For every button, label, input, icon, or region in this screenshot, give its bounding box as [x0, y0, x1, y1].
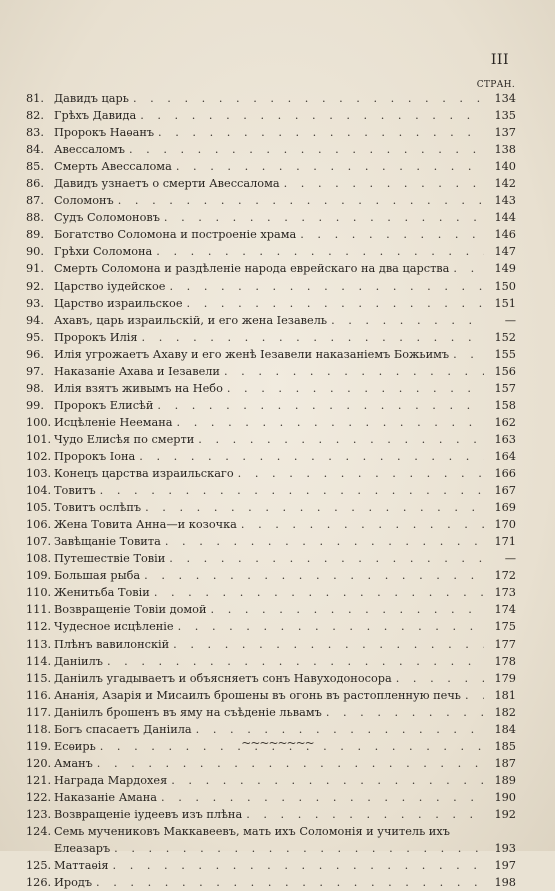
page-column-label: СТРАН. — [476, 80, 515, 90]
entry-page-number: 137 — [494, 126, 516, 140]
toc-entry — [26, 431, 516, 448]
entry-title: Пророкъ Илія — [54, 330, 138, 344]
entry-number: 82. — [26, 109, 44, 123]
entry-number: 113. — [26, 637, 52, 651]
entry-title: Наказаніе Ахава и Іезавели — [54, 364, 220, 378]
entry-number: 125. — [26, 859, 52, 873]
entry-title: Чудо Елисѣя по смерти — [54, 432, 195, 446]
entry-page-number: 178 — [494, 654, 516, 668]
dot-leader — [97, 755, 484, 772]
entry-title: Елеазаръ — [54, 842, 111, 856]
entry-title: Пророкъ Іона — [54, 449, 136, 463]
dot-leader — [118, 192, 484, 209]
toc-entry — [26, 772, 516, 789]
toc-entry — [26, 363, 516, 380]
dot-leader — [156, 243, 484, 260]
toc-entry — [26, 584, 516, 601]
entry-page-number: 181 — [494, 688, 516, 702]
entry-title: Смерть Авессалома — [54, 160, 172, 174]
toc-entry — [26, 601, 516, 618]
entry-page-number: 173 — [494, 586, 516, 600]
toc-entry — [26, 158, 516, 175]
entry-page-number: 198 — [494, 876, 516, 890]
entry-number: 103. — [26, 467, 52, 481]
entry-number: 91. — [26, 262, 44, 276]
entry-number: 112. — [26, 620, 52, 634]
toc-entry — [26, 312, 516, 329]
dot-leader — [169, 278, 484, 295]
toc-entry — [26, 380, 516, 397]
entry-title: Ананія, Азарія и Мисаилъ брошены въ огонь въ растопленную печь — [54, 688, 461, 702]
entry-page-number: 146 — [494, 228, 516, 242]
dot-leader — [157, 397, 484, 414]
toc-entry — [26, 141, 516, 158]
entry-number: 111. — [26, 603, 52, 617]
toc-entry — [26, 260, 516, 277]
entry-page-number: 177 — [494, 637, 516, 651]
dot-leader — [158, 124, 484, 141]
entry-number: 109. — [26, 569, 52, 583]
toc-entry — [26, 567, 516, 584]
entry-title: Товитъ ослѣпъ — [54, 501, 142, 515]
entry-title: Маттаѳія — [54, 859, 109, 873]
entry-page-number: 138 — [494, 143, 516, 157]
entry-number: 97. — [26, 364, 44, 378]
dot-leader — [211, 601, 484, 618]
entry-page-number: 184 — [494, 722, 516, 736]
entry-page-number: 182 — [494, 705, 516, 719]
toc-entry — [26, 278, 516, 295]
dot-leader — [144, 567, 484, 584]
entry-page-number: 142 — [494, 177, 516, 191]
entry-number: 104. — [26, 484, 52, 498]
entry-number: 123. — [26, 807, 52, 821]
toc-entry — [26, 414, 516, 431]
entry-title: Илія взятъ живымъ на Небо — [54, 381, 223, 395]
entry-number: 101. — [26, 432, 52, 446]
entry-title: Есѳирь — [54, 739, 96, 753]
entry-number: 99. — [26, 398, 44, 412]
entry-number: 105. — [26, 501, 52, 515]
entry-number: 94. — [26, 313, 44, 327]
entry-title: Соломонъ — [54, 194, 114, 208]
dot-leader — [396, 670, 484, 687]
entry-number: 110. — [26, 586, 52, 600]
entry-number: 95. — [26, 330, 44, 344]
entry-number: 85. — [26, 160, 44, 174]
toc-entry — [26, 243, 516, 260]
entry-page-number: 162 — [494, 415, 516, 429]
entry-number: 83. — [26, 126, 44, 140]
entry-page-number: 187 — [494, 756, 516, 770]
entry-title: Конецъ царства израильскаго — [54, 467, 234, 481]
entry-number: 90. — [26, 245, 44, 259]
toc-entry — [26, 448, 516, 465]
toc-entry — [26, 107, 516, 124]
dot-leader — [113, 857, 484, 874]
entry-page-number: 167 — [494, 484, 516, 498]
entry-page-number: 143 — [494, 194, 516, 208]
entry-page-number: 134 — [494, 92, 516, 105]
entry-title: Семь мучениковъ Маккавеевъ, мать ихъ Соломонія и учитель ихъ — [54, 825, 450, 839]
entry-title: Судъ Соломоновъ — [54, 211, 160, 225]
toc-entry — [26, 840, 516, 857]
entry-title: Даніилъ брошенъ въ яму на съѣденіе львамъ — [54, 705, 322, 719]
dot-leader — [171, 772, 484, 789]
dot-leader — [107, 653, 484, 670]
dot-leader — [142, 329, 484, 346]
toc-entry — [26, 533, 516, 550]
dot-leader — [227, 380, 484, 397]
dot-leader — [133, 90, 484, 107]
dot-leader — [465, 687, 484, 704]
dot-leader — [326, 704, 484, 721]
entry-number: 81. — [26, 92, 44, 105]
entry-page-number: 163 — [494, 432, 516, 446]
toc-entry — [26, 823, 516, 840]
dot-leader — [145, 499, 484, 516]
entry-title: Пророкъ Наѳанъ — [54, 126, 155, 140]
toc-entry — [26, 90, 516, 107]
dot-leader — [100, 482, 484, 499]
dot-leader — [224, 363, 484, 380]
entry-title: Наказаніе Амана — [54, 790, 158, 804]
toc-entry — [26, 670, 516, 687]
toc-entry — [26, 704, 516, 721]
entry-title: Чудесное исцѣленіе — [54, 620, 174, 634]
entry-page-number: 197 — [494, 859, 516, 873]
toc-entry — [26, 789, 516, 806]
entry-title: Царство іудейское — [54, 279, 166, 293]
dot-leader — [161, 789, 484, 806]
entry-title: Женитьба Товіи — [54, 586, 150, 600]
entry-number: 116. — [26, 688, 52, 702]
entry-page-number: 193 — [494, 842, 516, 856]
toc-entry — [26, 755, 516, 772]
entry-title: Путешествіе Товіи — [54, 552, 166, 566]
dot-leader — [169, 550, 484, 567]
entry-number: 122. — [26, 790, 52, 804]
entry-title: Возвращеніе Товіи домой — [54, 603, 207, 617]
entry-number: 86. — [26, 177, 44, 191]
entry-page-number: 158 — [494, 398, 516, 412]
dot-leader — [453, 346, 484, 363]
entry-page-number: 147 — [494, 245, 516, 259]
entry-title: Аманъ — [54, 756, 93, 770]
table-of-contents — [26, 90, 516, 891]
dot-leader — [139, 448, 484, 465]
entry-number: 126. — [26, 876, 52, 890]
entry-title: Смерть Соломона и раздѣленіе народа еврейскаго на два царства — [54, 262, 450, 276]
entry-number: 107. — [26, 535, 52, 549]
entry-title: Жена Товита Анна—и козочка — [54, 518, 237, 532]
entry-page-number: 175 — [494, 620, 516, 634]
entry-page-number: 174 — [494, 603, 516, 617]
dot-leader — [177, 414, 484, 431]
dot-leader — [284, 175, 484, 192]
entry-page-number: 144 — [494, 211, 516, 225]
entry-page-number: 185 — [494, 739, 516, 753]
entry-title: Большая рыба — [54, 569, 141, 583]
entry-number: 120. — [26, 756, 52, 770]
entry-title: Даніилъ — [54, 654, 103, 668]
dot-leader — [140, 107, 484, 124]
toc-entry — [26, 857, 516, 874]
toc-entry — [26, 653, 516, 670]
entry-number: 115. — [26, 671, 52, 685]
dot-leader — [241, 516, 484, 533]
toc-entry — [26, 806, 516, 823]
dot-leader — [164, 209, 484, 226]
toc-entry — [26, 329, 516, 346]
dot-leader — [453, 260, 484, 277]
toc-entry — [26, 550, 516, 567]
entry-number: 117. — [26, 705, 52, 719]
entry-page-number: 169 — [494, 501, 516, 515]
dot-leader — [300, 226, 484, 243]
entry-title: Исцѣленіе Неемана — [54, 415, 173, 429]
entry-number: 118. — [26, 722, 52, 736]
entry-page-number: 135 — [494, 109, 516, 123]
dot-leader — [129, 141, 484, 158]
toc-entry — [26, 465, 516, 482]
entry-title: Возвращеніе іудеевъ изъ плѣна — [54, 807, 243, 821]
entry-title: Царство израильское — [54, 296, 183, 310]
dot-leader — [176, 158, 484, 175]
entry-number: 100. — [26, 415, 52, 429]
entry-title: Завѣщаніе Товита — [54, 535, 161, 549]
toc-entry — [26, 175, 516, 192]
entry-title: Богъ спасаетъ Даніила — [54, 722, 192, 736]
entry-title: Даніилъ угадываетъ и объясняетъ сонъ Навуходоносора — [54, 671, 392, 685]
toc-entry — [26, 482, 516, 499]
entry-number: 106. — [26, 518, 52, 532]
entry-title: Авессаломъ — [54, 143, 125, 157]
entry-title: Ахавъ, царь израильскій, и его жена Іезавель — [54, 313, 328, 327]
toc-entry — [26, 636, 516, 653]
entry-number: 96. — [26, 347, 44, 361]
dot-leader — [114, 840, 484, 857]
entry-title: Награда Мардохея — [54, 773, 168, 787]
entry-title: Плѣнъ вавилонскій — [54, 637, 170, 651]
entry-page-number: 155 — [494, 347, 516, 361]
dot-leader — [165, 533, 484, 550]
entry-number: 119. — [26, 739, 52, 753]
entry-page-number: — — [504, 313, 516, 327]
dot-leader — [187, 295, 484, 312]
entry-page-number: 157 — [494, 381, 516, 395]
entry-page-number: 156 — [494, 364, 516, 378]
entry-number: 87. — [26, 194, 44, 208]
entry-page-number: 170 — [494, 518, 516, 532]
dot-leader — [178, 618, 484, 635]
entry-title: Грѣхъ Давида — [54, 109, 137, 123]
toc-entry — [26, 397, 516, 414]
closing-ornament: ~~~~~~~~ — [241, 736, 314, 750]
entry-page-number: 150 — [494, 279, 516, 293]
dot-leader — [238, 465, 484, 482]
entry-page-number: 140 — [494, 160, 516, 174]
entry-number: 102. — [26, 449, 52, 463]
entry-page-number: 172 — [494, 569, 516, 583]
entry-title: Давидъ царь — [54, 92, 129, 105]
entry-page-number: — — [504, 552, 516, 566]
entry-title: Давидъ узнаетъ о смерти Авессалома — [54, 177, 280, 191]
entry-title: Грѣхи Соломона — [54, 245, 153, 259]
toc-entry — [26, 209, 516, 226]
entry-page-number: 149 — [494, 262, 516, 276]
entry-number: 92. — [26, 279, 44, 293]
toc-entry — [26, 346, 516, 363]
toc-entry — [26, 192, 516, 209]
toc-entry — [26, 687, 516, 704]
entry-page-number: 179 — [494, 671, 516, 685]
entry-page-number: 151 — [494, 296, 516, 310]
toc-entry — [26, 874, 516, 891]
dot-leader — [96, 874, 484, 891]
entry-page-number: 166 — [494, 467, 516, 481]
entry-page-number: 152 — [494, 330, 516, 344]
entry-number: 89. — [26, 228, 44, 242]
entry-page-number: 171 — [494, 535, 516, 549]
toc-entry — [26, 499, 516, 516]
entry-page-number: 189 — [494, 773, 516, 787]
dot-leader — [246, 806, 484, 823]
dot-leader — [198, 431, 484, 448]
entry-title: Товитъ — [54, 484, 96, 498]
entry-number: 93. — [26, 296, 44, 310]
entry-page-number: 190 — [494, 790, 516, 804]
dot-leader — [173, 636, 484, 653]
entry-number: 98. — [26, 381, 44, 395]
toc-entry — [26, 226, 516, 243]
entry-number: 114. — [26, 654, 52, 668]
entry-page-number: 164 — [494, 449, 516, 463]
entry-number: 108. — [26, 552, 52, 566]
entry-title: Илія угрожаетъ Ахаву и его женѣ Іезавели наказаніемъ Божьимъ — [54, 347, 450, 361]
toc-entry — [26, 295, 516, 312]
toc-entry — [26, 618, 516, 635]
dot-leader — [331, 312, 484, 329]
entry-number: 124. — [26, 825, 52, 839]
entry-title: Пророкъ Елисѣй — [54, 398, 154, 412]
toc-entry — [26, 124, 516, 141]
entry-title: Богатство Соломона и построеніе храма — [54, 228, 297, 242]
entry-title: Иродъ — [54, 876, 93, 890]
entry-number: 84. — [26, 143, 44, 157]
entry-page-number: 192 — [494, 807, 516, 821]
toc-entry — [26, 516, 516, 533]
roman-page-number: III — [490, 52, 509, 68]
entry-number: 121. — [26, 773, 52, 787]
entry-number: 88. — [26, 211, 44, 225]
dot-leader — [154, 584, 484, 601]
